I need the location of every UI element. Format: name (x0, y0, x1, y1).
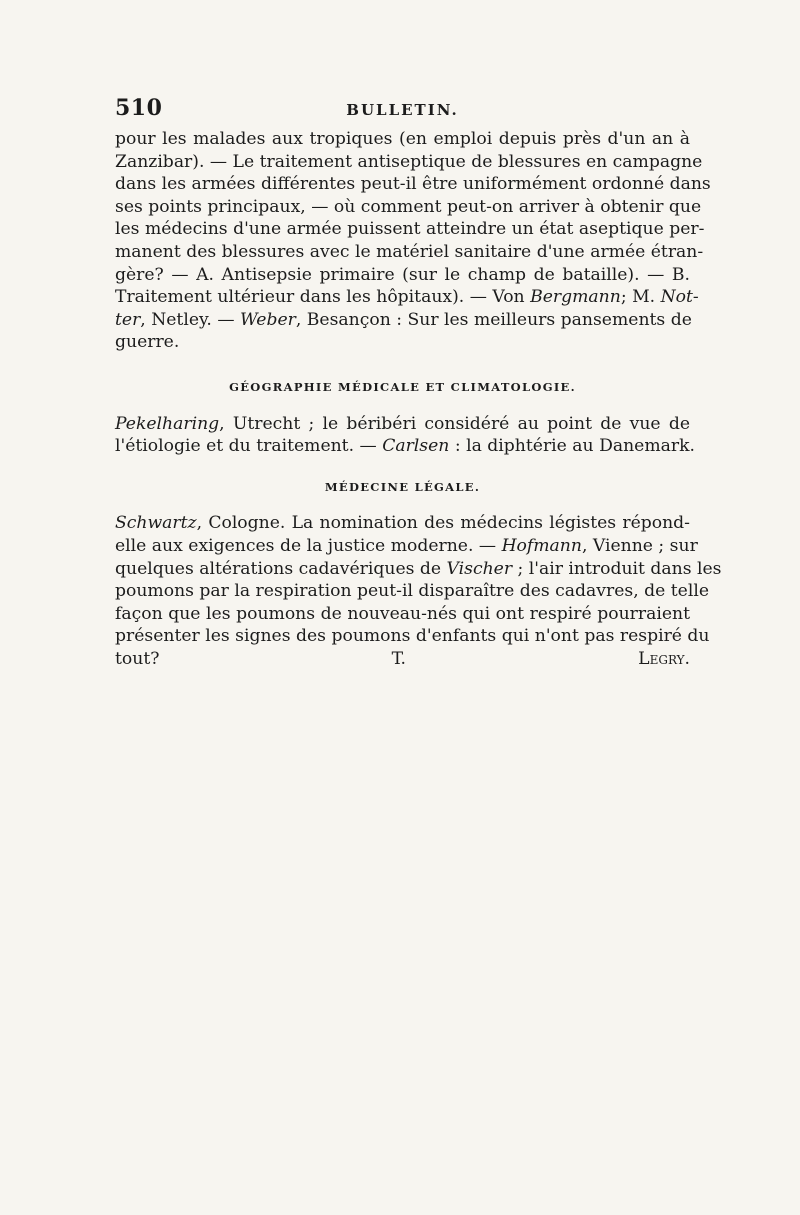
author-name: Vischer (446, 558, 513, 579)
text-line (115, 648, 690, 671)
spacer (115, 354, 690, 376)
text-segment: , Vienne ; sur (581, 535, 698, 556)
author-name: Schwartz (115, 513, 197, 534)
spacer (115, 458, 690, 476)
text-line: présenter les signes des poumons d'enfants qui n'ont pas respiré du (115, 626, 710, 647)
text-segment: quelques altérations cadavériques de (115, 558, 442, 579)
section-heading: GÉOGRAPHIE MÉDICALE ET CLIMATOLOGIE. (229, 379, 576, 394)
text-segment: Traitement ultérieur dans les hôpitaux). — Von (115, 287, 525, 308)
author-name: Not- (660, 287, 699, 308)
text-line (115, 512, 690, 535)
text-segment: elle aux exigences de la justice moderne. — (115, 535, 497, 556)
section-therapeutics (115, 128, 711, 354)
text-line (115, 435, 695, 458)
text-line: gère? — A. Antisepsie primaire (sur le champ de bataille). — B. (115, 264, 690, 285)
author-name: Pekelharing (115, 413, 220, 434)
page-number: 510 (115, 95, 163, 121)
text-line: ses points principaux, — où comment peut-on arriver à obtenir que (115, 196, 702, 217)
signature: T. Legry. (391, 648, 690, 669)
author-name: ter (115, 309, 141, 330)
text-line (115, 535, 698, 558)
text-line (115, 309, 690, 332)
text-line: les médecins d'une armée puissent atteindre un état aseptique per- (115, 219, 705, 240)
section-legal-medicine (115, 512, 722, 670)
spacer (115, 399, 690, 413)
text-segment: ; M. (620, 287, 656, 308)
text-line: façon que les poumons de nouveau-nés qui ont respiré pourraient (115, 603, 690, 624)
text-segment: : la diphtérie au Danemark. (449, 436, 695, 457)
text-segment: tout? (115, 648, 160, 669)
text-line: dans les armées différentes peut-il être uniformément ordonné dans (115, 174, 711, 195)
text-line (115, 558, 722, 581)
author-name: Hofmann (501, 535, 582, 556)
text-line: poumons par la respiration peut-il disparaître des cadavres, de telle (115, 581, 710, 602)
section-heading: MÉDECINE LÉGALE. (324, 479, 481, 494)
text-segment: ; l'air introduit dans les (512, 558, 722, 579)
text-segment: , Utrecht ; le béribéri considéré au point de vue de (219, 413, 690, 434)
text-line: manent des blessures avec le matériel sanitaire d'une armée étran- (115, 241, 704, 262)
text-line (115, 286, 699, 309)
text-segment: l'étiologie et du traitement. — (115, 436, 377, 457)
text-line: Zanzibar). — Le traitement antiseptique de blessures en campagne (115, 151, 703, 172)
page-body (115, 128, 722, 670)
running-title: BULLETIN. (346, 101, 459, 119)
author-name: Carlsen (382, 436, 450, 457)
text-segment: , Netley. — (140, 309, 235, 330)
text-segment: , Cologne. La nomination des médecins légistes répond- (196, 513, 690, 534)
text-line: guerre. (115, 332, 180, 353)
section-medical-geography (115, 413, 695, 458)
spacer (115, 498, 690, 512)
author-name: Weber (240, 309, 296, 330)
author-name: Bergmann (530, 287, 621, 308)
text-line (115, 413, 690, 436)
text-line: pour les malades aux tropiques (en emploi depuis près d'un an à (115, 129, 690, 149)
text-segment: , Besançon : Sur les meilleurs pansements de (295, 309, 692, 330)
running-head (115, 95, 690, 121)
